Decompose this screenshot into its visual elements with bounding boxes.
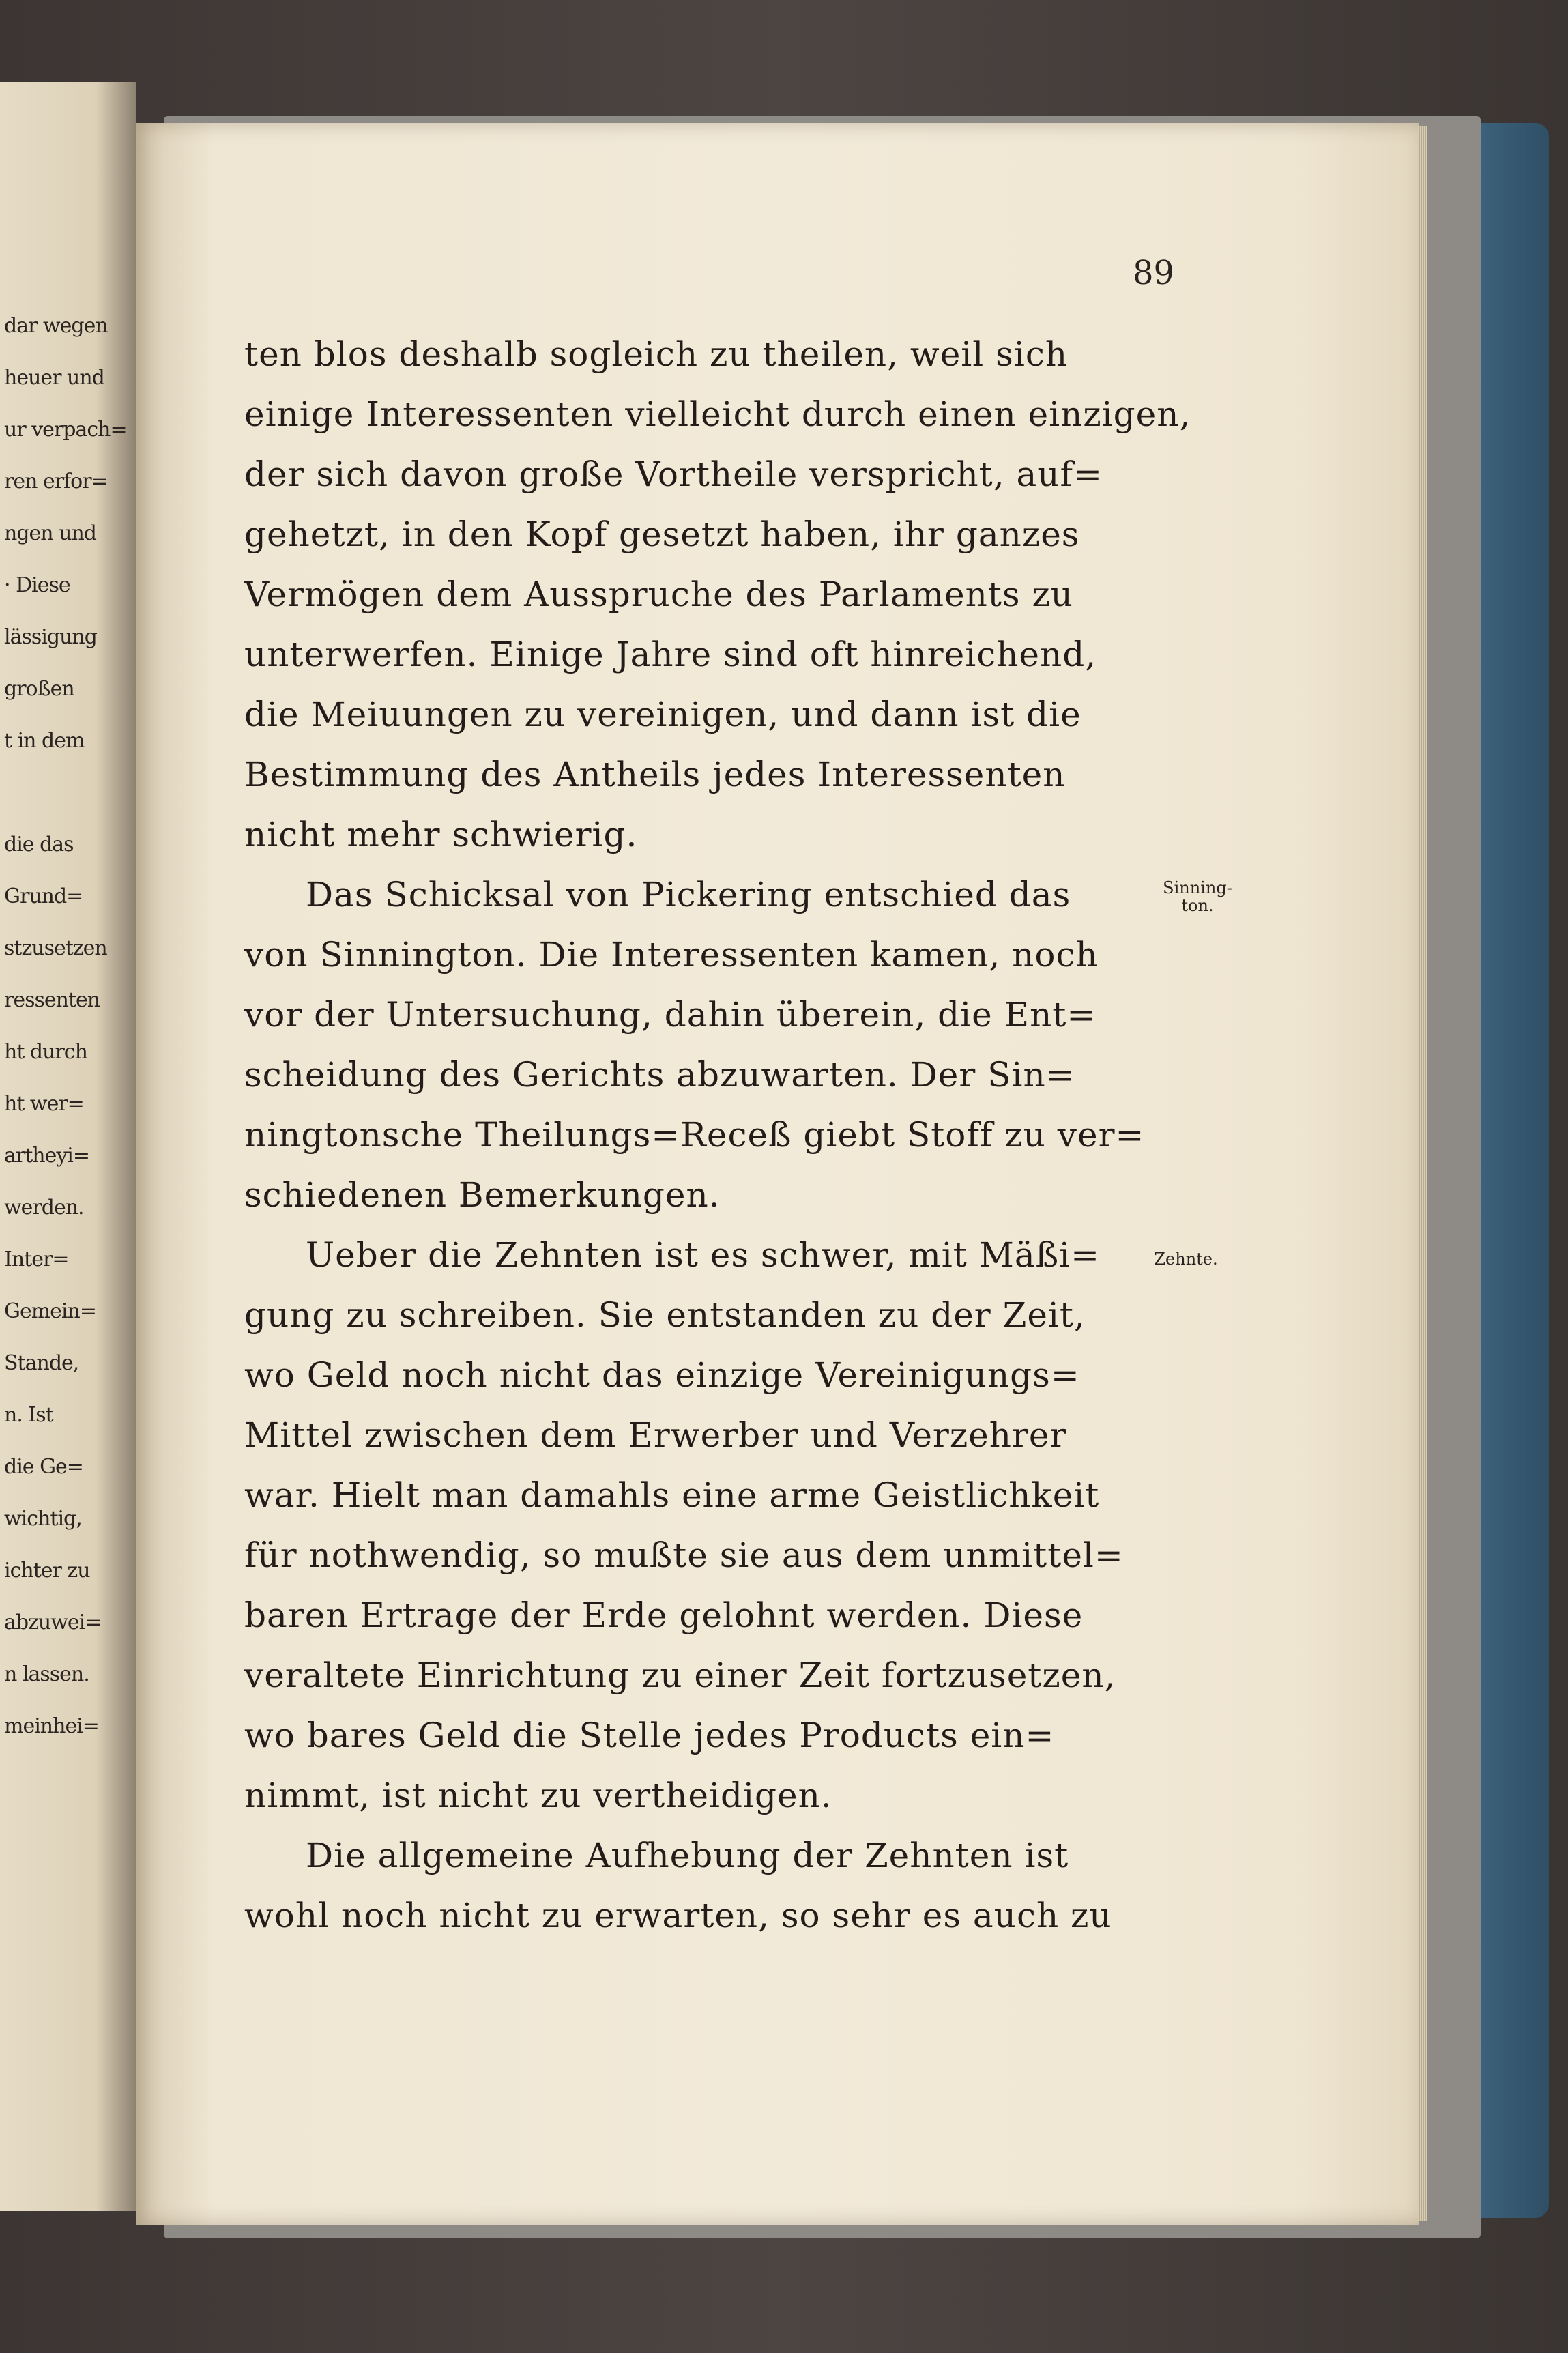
left-page-fragment: ichter zu bbox=[4, 1559, 90, 1583]
left-page-fragment: werden. bbox=[4, 1196, 84, 1219]
left-page-fragment: heuer und bbox=[4, 366, 104, 390]
left-page-fragment: · Diese bbox=[4, 573, 70, 597]
text-line: Das Schicksal von Pickering entschied das bbox=[306, 875, 1071, 914]
page-fore-edge bbox=[1418, 126, 1427, 2221]
left-page-fragment: die Ge= bbox=[4, 1455, 83, 1479]
text-line: veraltete Einrichtung zu einer Zeit fortzusetzen, bbox=[244, 1656, 1116, 1695]
left-page-fragment: artheyi= bbox=[4, 1144, 90, 1168]
left-page-fragment: die das bbox=[4, 833, 74, 856]
text-line: schiedenen Bemerkungen. bbox=[244, 1175, 721, 1215]
text-line: ningtonsche Theilungs=Receß giebt Stoff zu ver= bbox=[244, 1115, 1145, 1155]
left-page-fragment: ressenten bbox=[4, 988, 100, 1012]
text-line: scheidung des Gerichts abzuwarten. Der Sin= bbox=[244, 1055, 1075, 1095]
left-page-fragment: Gemein= bbox=[4, 1299, 96, 1323]
text-line: gung zu schreiben. Sie entstanden zu der Zeit, bbox=[244, 1295, 1086, 1335]
left-page-fragment: Stande, bbox=[4, 1351, 79, 1375]
left-page-fragment: t in dem bbox=[4, 729, 85, 753]
left-page-fragment: großen bbox=[4, 677, 74, 701]
text-line: einige Interessenten vielleicht durch einen einzigen, bbox=[244, 394, 1191, 434]
margin-note-sinnington-top: Sinning- bbox=[1163, 878, 1232, 897]
text-line: Mittel zwischen dem Erwerber und Verzehrer bbox=[244, 1415, 1067, 1455]
margin-note-zehnte: Zehnte. bbox=[1154, 1250, 1218, 1269]
left-page-fragment: dar wegen bbox=[4, 314, 108, 338]
left-page-fragment: n. Ist bbox=[4, 1403, 53, 1427]
text-line: Bestimmung des Antheils jedes Interessenten bbox=[244, 755, 1066, 794]
margin-note-sinnington bbox=[1153, 879, 1242, 914]
text-line: Die allgemeine Aufhebung der Zehnten ist bbox=[306, 1836, 1069, 1875]
left-page-fragment: ht durch bbox=[4, 1040, 87, 1064]
text-line: die Meiuungen zu vereinigen, und dann ist die bbox=[244, 695, 1081, 734]
text-line: nicht mehr schwierig. bbox=[244, 815, 638, 854]
left-page-fragment: ur verpach= bbox=[4, 418, 127, 442]
text-line: vor der Untersuchung, dahin überein, die Ent= bbox=[244, 995, 1097, 1035]
left-page-fragment: n lassen. bbox=[4, 1662, 89, 1686]
text-line: ten blos deshalb sogleich zu theilen, weil sich bbox=[244, 334, 1069, 374]
margin-note-sinnington-bottom: ton. bbox=[1181, 896, 1214, 915]
left-page-fragment: lässigung bbox=[4, 625, 97, 649]
left-page-fragment: stzusetzen bbox=[4, 936, 107, 960]
text-line: von Sinnington. Die Interessenten kamen, noch bbox=[244, 935, 1099, 975]
text-line: Vermögen dem Ausspruche des Parlaments zu bbox=[244, 575, 1073, 614]
text-line: unterwerfen. Einige Jahre sind oft hinreichend, bbox=[244, 635, 1097, 674]
text-line: wohl noch nicht zu erwarten, so sehr es auch zu bbox=[244, 1896, 1112, 1935]
left-page-fragment: Inter= bbox=[4, 1247, 69, 1271]
text-line: war. Hielt man damahls eine arme Geistlichkeit bbox=[244, 1475, 1100, 1515]
text-line: der sich davon große Vortheile verspricht, auf= bbox=[244, 454, 1103, 494]
left-page-fragment: Grund= bbox=[4, 884, 83, 908]
left-page-fragment: ren erfor= bbox=[4, 470, 108, 493]
text-line: für nothwendig, so mußte sie aus dem unmittel= bbox=[244, 1535, 1124, 1575]
left-page-edge bbox=[0, 82, 136, 2211]
left-page-fragment: abzuwei= bbox=[4, 1611, 102, 1634]
left-page-fragment: wichtig, bbox=[4, 1507, 82, 1531]
text-line: Ueber die Zehnten ist es schwer, mit Mäßi= bbox=[306, 1235, 1101, 1275]
text-line: wo Geld noch nicht das einzige Vereinigungs= bbox=[244, 1355, 1080, 1395]
left-page-fragment: meinhei= bbox=[4, 1714, 99, 1738]
left-page-fragment: ngen und bbox=[4, 521, 96, 545]
page-number: 89 bbox=[1133, 254, 1175, 292]
text-line: nimmt, ist nicht zu vertheidigen. bbox=[244, 1776, 832, 1815]
text-line: gehetzt, in den Kopf gesetzt haben, ihr ganzes bbox=[244, 515, 1080, 554]
left-page-fragment: ht wer= bbox=[4, 1092, 84, 1116]
text-line: baren Ertrage der Erde gelohnt werden. Diese bbox=[244, 1596, 1084, 1635]
text-line: wo bares Geld die Stelle jedes Products ein= bbox=[244, 1716, 1055, 1755]
